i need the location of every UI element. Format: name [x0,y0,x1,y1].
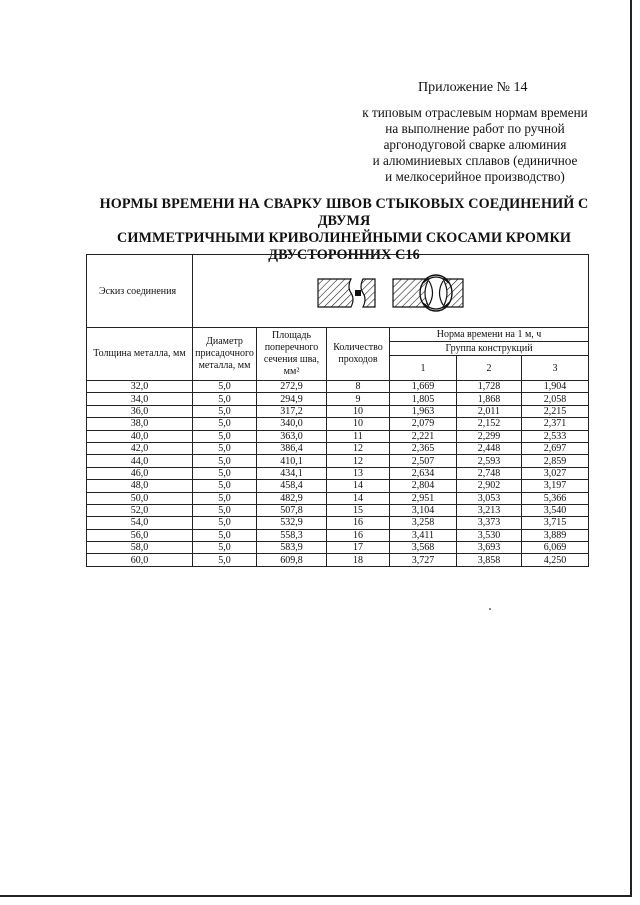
table-cell: 2,448 [457,442,522,454]
table-cell: 2,804 [390,480,457,492]
table-row [87,480,589,492]
title-line: НОРМЫ ВРЕМЕНИ НА СВАРКУ ШВОВ СТЫКОВЫХ СОЕДИНЕНИЙ С ДВУМЯ [99,196,589,229]
table-cell: 3,693 [457,542,522,554]
table-cell: 16 [327,517,390,529]
header-area: Площадь поперечного сечения шва, мм² [257,328,327,381]
table-cell: 5,0 [193,467,257,479]
title-line: СИММЕТРИЧНЫМИ КРИВОЛИНЕЙНЫМИ СКОСАМИ КРОМКИ [117,230,571,246]
appendix-desc-line: на выполнение работ по ручной [385,121,565,136]
table-cell: 317,2 [257,405,327,417]
table-cell: 48,0 [87,480,193,492]
table-cell: 56,0 [87,529,193,541]
table-cell: 10 [327,418,390,430]
table-cell: 1,669 [390,381,457,393]
table-cell: 46,0 [87,467,193,479]
table-cell: 54,0 [87,517,193,529]
table-cell: 50,0 [87,492,193,504]
table-cell: 3,027 [522,467,589,479]
table-cell: 1,963 [390,405,457,417]
table-cell: 3,540 [522,504,589,516]
scan-speck [489,608,491,610]
table-cell: 16 [327,529,390,541]
header-group-2: 2 [457,356,522,381]
table-cell: 2,299 [457,430,522,442]
table-cell: 2,215 [522,405,589,417]
table-cell: 5,0 [193,480,257,492]
table-cell: 5,0 [193,542,257,554]
table-cell: 5,0 [193,455,257,467]
table-cell: 5,0 [193,517,257,529]
appendix-desc-line: к типовым отраслевым нормам времени [362,105,588,120]
appendix-desc-line: и мелкосерийное производство) [385,169,565,184]
table-cell: 507,8 [257,504,327,516]
table-cell: 3,373 [457,517,522,529]
header-diameter: Диаметр присадочного металла, мм [193,328,257,381]
table-row [87,542,589,554]
table-cell: 1,728 [457,381,522,393]
sketch-cell [193,255,589,328]
table-row [87,393,589,405]
table-cell: 36,0 [87,405,193,417]
header-group-1: 1 [390,356,457,381]
table-body [87,381,589,567]
table-cell: 2,859 [522,455,589,467]
table-cell: 2,058 [522,393,589,405]
title-line: ДВУСТОРОННИХ С16 [268,247,420,263]
sketch-label: Эскиз соединения [87,255,193,328]
table-cell: 5,0 [193,393,257,405]
table-cell: 2,902 [457,480,522,492]
table-cell: 2,951 [390,492,457,504]
table-cell: 1,805 [390,393,457,405]
table-row [87,418,589,430]
table-cell: 5,0 [193,442,257,454]
table-cell: 3,258 [390,517,457,529]
table-cell: 8 [327,381,390,393]
table-cell: 3,053 [457,492,522,504]
table-cell: 3,715 [522,517,589,529]
table-cell: 44,0 [87,455,193,467]
table-row [87,381,589,393]
table-cell: 272,9 [257,381,327,393]
table-cell: 583,9 [257,542,327,554]
table-row [87,455,589,467]
table-cell: 532,9 [257,517,327,529]
table-cell: 434,1 [257,467,327,479]
table-cell: 40,0 [87,430,193,442]
table-cell: 32,0 [87,381,193,393]
table-cell: 3,213 [457,504,522,516]
table-cell: 2,365 [390,442,457,454]
table-cell: 5,0 [193,430,257,442]
table-cell: 18 [327,554,390,566]
table-row [87,442,589,454]
appendix-number: Приложение № 14 [418,80,528,95]
table-cell: 410,1 [257,455,327,467]
table-row [87,529,589,541]
table-cell: 363,0 [257,430,327,442]
table-cell: 2,507 [390,455,457,467]
table-cell: 3,197 [522,480,589,492]
table-row [87,504,589,516]
table-cell: 386,4 [257,442,327,454]
table-cell: 3,104 [390,504,457,516]
table-cell: 2,152 [457,418,522,430]
table-cell: 609,8 [257,554,327,566]
appendix-desc-line: аргонодуговой сварке алюминия [383,137,567,152]
table-cell: 5,0 [193,418,257,430]
table-row [87,554,589,566]
table-cell: 3,727 [390,554,457,566]
table-cell: 3,568 [390,542,457,554]
table-cell: 2,221 [390,430,457,442]
table-cell: 5,0 [193,554,257,566]
table-cell: 38,0 [87,418,193,430]
table-cell: 14 [327,480,390,492]
table-cell: 11 [327,430,390,442]
table-cell: 1,904 [522,381,589,393]
table-cell: 9 [327,393,390,405]
table-cell: 458,4 [257,480,327,492]
table-cell: 3,530 [457,529,522,541]
header-group: Группа конструкций [390,342,589,356]
header-group-3: 3 [522,356,589,381]
table-cell: 58,0 [87,542,193,554]
table-cell: 3,858 [457,554,522,566]
table-cell: 2,079 [390,418,457,430]
header-norm: Норма времени на 1 м, ч [390,328,589,342]
table-cell: 1,868 [457,393,522,405]
table-cell: 2,697 [522,442,589,454]
table-cell: 5,0 [193,529,257,541]
table-cell: 2,634 [390,467,457,479]
table-cell: 13 [327,467,390,479]
table-cell: 12 [327,442,390,454]
joint-sketch-image [313,261,473,321]
table-row [87,517,589,529]
appendix-desc-line: и алюминиевых сплавов (единичное [372,153,578,168]
table-cell: 10 [327,405,390,417]
table-cell: 6,069 [522,542,589,554]
table-row [87,492,589,504]
table-row [87,467,589,479]
table-cell: 2,371 [522,418,589,430]
table-cell: 2,533 [522,430,589,442]
table-cell: 12 [327,455,390,467]
table-cell: 5,0 [193,492,257,504]
table-row [87,430,589,442]
table-cell: 17 [327,542,390,554]
table-cell: 2,748 [457,467,522,479]
table-cell: 60,0 [87,554,193,566]
table-cell: 52,0 [87,504,193,516]
table-cell: 15 [327,504,390,516]
table-cell: 2,593 [457,455,522,467]
table-cell: 5,366 [522,492,589,504]
table-cell: 5,0 [193,405,257,417]
table-row [87,405,589,417]
table-cell: 482,9 [257,492,327,504]
appendix-description [340,105,610,185]
table-cell: 4,250 [522,554,589,566]
table-cell: 5,0 [193,504,257,516]
table-cell: 2,011 [457,405,522,417]
table-cell: 3,889 [522,529,589,541]
norms-table [86,254,589,567]
table-cell: 340,0 [257,418,327,430]
table-cell: 34,0 [87,393,193,405]
table-cell: 5,0 [193,381,257,393]
header-passes: Количество проходов [327,328,390,381]
table-cell: 294,9 [257,393,327,405]
header-thickness: Толщина металла, мм [87,328,193,381]
table-cell: 42,0 [87,442,193,454]
table-cell: 3,411 [390,529,457,541]
table-cell: 558,3 [257,529,327,541]
table-cell: 14 [327,492,390,504]
